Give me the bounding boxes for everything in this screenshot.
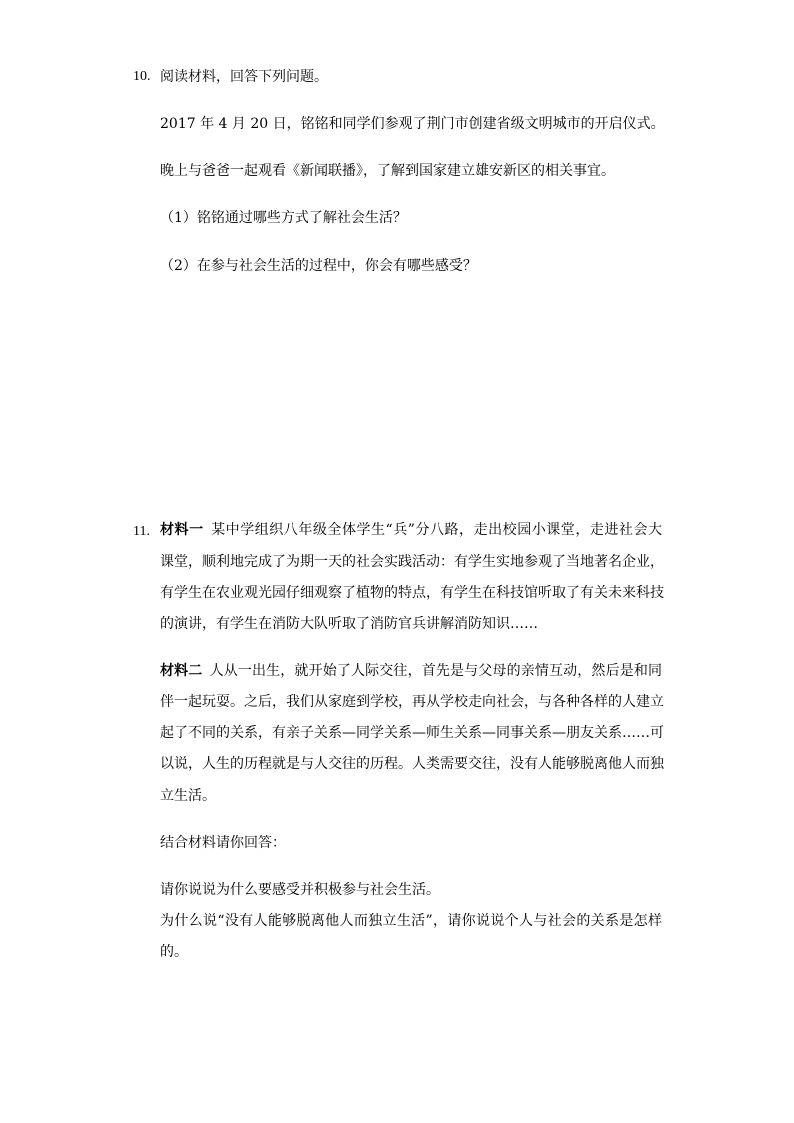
material-1-line: 课堂，顺利地完成了为期一天的社会实践活动：有学生实地参观了当地著名企业， xyxy=(160,554,664,570)
sub-question: 的。 xyxy=(160,944,188,960)
material-1-line: 的演讲，有学生在消防大队听取了消防官兵讲解消防知识…… xyxy=(160,616,538,632)
material-line: 2017 年 4 月 20 日，铭铭和同学们参观了荆门市创建省级文明城市的开启仪式。 xyxy=(160,116,665,132)
material-2-line: 立生活。 xyxy=(160,788,216,804)
sub-question: 请你说说为什么要感受并积极参与社会生活。 xyxy=(160,882,440,898)
sub-question: （2）在参与社会生活的过程中，你会有哪些感受？ xyxy=(160,258,477,274)
sub-question: 为什么说“没有人能够脱离他人而独立生活”，请你说说个人与社会的关系是怎样 xyxy=(160,913,662,929)
question-number: 11. xyxy=(133,524,150,539)
material-1-label: 材料一 xyxy=(160,522,204,538)
material-1-line: 材料一 某中学组织八年级全体学生“兵”分八路，走出校园小课堂，走进社会大 xyxy=(160,522,662,538)
question-prompt: 阅读材料，回答下列问题。 xyxy=(160,69,328,85)
material-line: 晚上与爸爸一起观看《新闻联播》，了解到国家建立雄安新区的相关事宜。 xyxy=(160,163,615,179)
sub-question: （1）铭铭通过哪些方式了解社会生活？ xyxy=(160,210,407,226)
material-2-label: 材料二 xyxy=(160,663,203,679)
material-1-line: 有学生在农业观光园仔细观察了植物的特点，有学生在科技馆听取了有关未来科技 xyxy=(160,585,664,601)
material-2-line: 起了不同的关系，有亲子关系—同学关系—师生关系—同事关系—朋友关系……可 xyxy=(160,725,664,741)
material-2-line: 以说，人生的历程就是与人交往的历程。人类需要交往，没有人能够脱离他人而独 xyxy=(160,756,664,772)
material-2-line: 伴一起玩耍。之后，我们从家庭到学校，再从学校走向社会，与各种各样的人建立 xyxy=(160,694,664,710)
material-2-line: 材料二 人从一出生，就开始了人际交往，首先是与父母的亲情互动，然后是和同 xyxy=(160,663,663,679)
instruction: 结合材料请你回答： xyxy=(160,835,286,851)
question-number: 10. xyxy=(133,69,151,84)
